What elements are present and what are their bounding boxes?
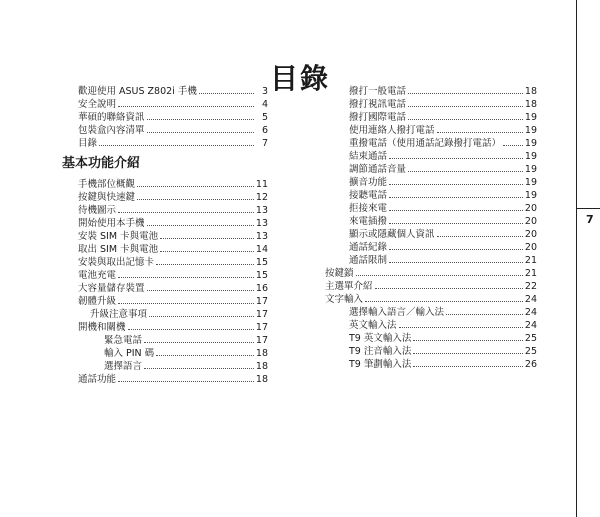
toc-entry-label: 撥打視訊電話 bbox=[349, 99, 407, 110]
toc-entry[interactable] bbox=[78, 204, 268, 217]
toc-entry[interactable] bbox=[78, 217, 268, 230]
toc-entry[interactable] bbox=[325, 280, 537, 293]
toc-entry[interactable] bbox=[78, 124, 268, 137]
toc-entry[interactable] bbox=[78, 282, 268, 295]
toc-entry-label: 安裝 SIM 卡與電池 bbox=[78, 231, 159, 242]
toc-entry-label: 按鍵鎖 bbox=[325, 268, 354, 279]
toc-entry-page-number: 15 bbox=[255, 257, 268, 268]
toc-entry[interactable] bbox=[337, 202, 537, 215]
toc-entry-label: 通話功能 bbox=[78, 374, 117, 385]
toc-entry-label: 結束通話 bbox=[349, 151, 388, 162]
toc-entry[interactable] bbox=[78, 137, 268, 150]
dot-leader bbox=[413, 345, 523, 354]
dot-leader bbox=[118, 373, 254, 382]
dot-leader bbox=[413, 358, 523, 367]
toc-entry[interactable] bbox=[337, 98, 537, 111]
toc-entry-label: 包裝盒內容清單 bbox=[78, 125, 145, 136]
toc-entry[interactable] bbox=[78, 334, 268, 347]
toc-entry-label: 取出 SIM 卡與電池 bbox=[78, 244, 159, 255]
toc-entry-label: 拒接來電 bbox=[349, 203, 388, 214]
toc-entry-page-number: 13 bbox=[255, 231, 268, 242]
toc-entry-page-number: 13 bbox=[255, 218, 268, 229]
toc-entry-page-number: 11 bbox=[255, 179, 268, 190]
toc-entry[interactable] bbox=[78, 243, 268, 256]
toc-entry-page-number: 19 bbox=[524, 190, 537, 201]
toc-entry[interactable] bbox=[337, 124, 537, 137]
dot-leader bbox=[147, 124, 254, 133]
toc-entry-page-number: 4 bbox=[261, 99, 268, 110]
dot-leader bbox=[160, 243, 254, 252]
toc-entry-label: 文字輸入 bbox=[325, 294, 364, 305]
dot-leader bbox=[144, 360, 254, 369]
toc-entry[interactable] bbox=[337, 254, 537, 267]
toc-entry-page-number: 24 bbox=[524, 294, 537, 305]
toc-entry-page-number: 18 bbox=[255, 374, 268, 385]
dot-leader bbox=[375, 280, 523, 289]
dot-leader bbox=[389, 189, 523, 198]
dot-leader bbox=[408, 163, 523, 172]
toc-entry[interactable] bbox=[78, 85, 268, 98]
toc-entry-page-number: 21 bbox=[524, 255, 537, 266]
toc-entry-label: 按鍵與快速鍵 bbox=[78, 192, 136, 203]
dot-leader bbox=[144, 334, 254, 343]
toc-right-column bbox=[325, 85, 537, 371]
dot-leader bbox=[503, 137, 523, 146]
toc-entry-label: 選擇輸入語言／輸入法 bbox=[349, 307, 445, 318]
toc-entry[interactable] bbox=[337, 137, 537, 150]
toc-entry[interactable] bbox=[78, 111, 268, 124]
toc-entry-page-number: 17 bbox=[255, 296, 268, 307]
toc-entry-page-number: 19 bbox=[524, 177, 537, 188]
chapter-tab-line bbox=[576, 208, 600, 209]
dot-leader bbox=[437, 124, 523, 133]
dot-leader bbox=[365, 293, 523, 302]
toc-entry-label: 緊急電話 bbox=[104, 335, 143, 346]
dot-leader bbox=[118, 269, 254, 278]
toc-entry-label: T9 筆劃輸入法 bbox=[349, 359, 412, 370]
toc-entry-page-number: 19 bbox=[524, 138, 537, 149]
toc-entry[interactable] bbox=[78, 308, 268, 321]
toc-entry-label: 韌體升級 bbox=[78, 296, 117, 307]
toc-left-column bbox=[62, 85, 268, 386]
toc-entry-label: 歡迎使用 ASUS Z802i 手機 bbox=[78, 86, 197, 97]
toc-entry-page-number: 17 bbox=[255, 322, 268, 333]
toc-entry[interactable] bbox=[337, 111, 537, 124]
toc-entry-label: 擴音功能 bbox=[349, 177, 388, 188]
toc-entry[interactable] bbox=[78, 269, 268, 282]
toc-entry[interactable] bbox=[78, 347, 268, 360]
toc-entry-label: 輸入 PIN 碼 bbox=[104, 348, 155, 359]
dot-leader bbox=[156, 256, 254, 265]
dot-leader bbox=[389, 150, 523, 159]
toc-entry-label: 英文輸入法 bbox=[349, 320, 397, 331]
toc-entry-page-number: 19 bbox=[524, 125, 537, 136]
toc-entry[interactable] bbox=[78, 98, 268, 111]
toc-entry-page-number: 24 bbox=[524, 307, 537, 318]
toc-entry[interactable] bbox=[337, 241, 537, 254]
toc-entry-page-number: 5 bbox=[261, 112, 268, 123]
toc-entry-page-number: 3 bbox=[261, 86, 268, 97]
toc-entry-page-number: 20 bbox=[524, 203, 537, 214]
toc-entry-label: 電池充電 bbox=[78, 270, 117, 281]
toc-entry-label: 手機部位概觀 bbox=[78, 179, 136, 190]
toc-entry-page-number: 18 bbox=[524, 86, 537, 97]
toc-entry-page-number: 24 bbox=[524, 320, 537, 331]
dot-leader bbox=[408, 85, 523, 94]
dot-leader bbox=[389, 202, 523, 211]
toc-entry-page-number: 19 bbox=[524, 151, 537, 162]
dot-leader bbox=[99, 137, 254, 146]
toc-entry-label: 大容量儲存裝置 bbox=[78, 283, 145, 294]
dot-leader bbox=[118, 204, 254, 213]
toc-entry-page-number: 19 bbox=[524, 164, 537, 175]
toc-entry[interactable] bbox=[337, 306, 537, 319]
toc-entry-label: 開機和關機 bbox=[78, 322, 126, 333]
toc-entry[interactable] bbox=[337, 345, 537, 358]
dot-leader bbox=[147, 217, 254, 226]
toc-entry-label: T9 英文輸入法 bbox=[349, 333, 412, 344]
toc-entry-page-number: 20 bbox=[524, 229, 537, 240]
toc-entry-page-number: 14 bbox=[255, 244, 268, 255]
toc-entry-label: 撥打一般電話 bbox=[349, 86, 407, 97]
toc-entry-label: 目錄 bbox=[78, 138, 98, 149]
toc-entry-page-number: 17 bbox=[255, 309, 268, 320]
toc-entry-page-number: 16 bbox=[255, 283, 268, 294]
dot-leader bbox=[118, 295, 254, 304]
toc-entry-page-number: 13 bbox=[255, 205, 268, 216]
toc-entry[interactable] bbox=[78, 373, 268, 386]
toc-entry-label: 升級注意事項 bbox=[90, 309, 148, 320]
toc-entry[interactable] bbox=[78, 295, 268, 308]
dot-leader bbox=[389, 241, 523, 250]
toc-entry-label: 選擇語言 bbox=[104, 361, 143, 372]
toc-entry-page-number: 12 bbox=[255, 192, 268, 203]
toc-entry-label: 安全說明 bbox=[78, 99, 117, 110]
toc-entry[interactable] bbox=[337, 150, 537, 163]
toc-entry-label: 安裝與取出記憶卡 bbox=[78, 257, 155, 268]
toc-entry-label: 開始使用本手機 bbox=[78, 218, 145, 229]
dot-leader bbox=[408, 98, 523, 107]
dot-leader bbox=[389, 254, 523, 263]
toc-entry-page-number: 25 bbox=[524, 333, 537, 344]
toc-entry-label: 接聽電話 bbox=[349, 190, 388, 201]
toc-entry-label: 待機圖示 bbox=[78, 205, 117, 216]
toc-entry-page-number: 18 bbox=[255, 348, 268, 359]
dot-leader bbox=[147, 282, 254, 291]
toc-entry-label: 主選單介紹 bbox=[325, 281, 373, 292]
toc-entry-page-number: 18 bbox=[255, 361, 268, 372]
toc-entry-page-number: 17 bbox=[255, 335, 268, 346]
dot-leader bbox=[156, 347, 254, 356]
dot-leader bbox=[147, 111, 254, 120]
dot-leader bbox=[118, 98, 254, 107]
dot-leader bbox=[389, 176, 523, 185]
toc-entry[interactable] bbox=[337, 215, 537, 228]
toc-entry-label: 通話紀錄 bbox=[349, 242, 388, 253]
dot-leader bbox=[199, 85, 254, 94]
toc-entry-label: 華碩的聯絡資訊 bbox=[78, 112, 145, 123]
toc-entry-label: 顯示或隱藏個人資訊 bbox=[349, 229, 435, 240]
toc-entry[interactable] bbox=[337, 358, 537, 371]
section-heading: 基本功能介紹 bbox=[62, 156, 141, 171]
toc-entry-page-number: 20 bbox=[524, 242, 537, 253]
toc-entry[interactable] bbox=[337, 332, 537, 345]
toc-entry[interactable] bbox=[337, 189, 537, 202]
toc-entry-label: 通話限制 bbox=[349, 255, 388, 266]
dot-leader bbox=[437, 228, 523, 237]
toc-entry[interactable] bbox=[337, 85, 537, 98]
dot-leader bbox=[137, 191, 254, 200]
toc-entry[interactable] bbox=[78, 360, 268, 373]
toc-entry-label: T9 注音輸入法 bbox=[349, 346, 412, 357]
toc-entry[interactable] bbox=[78, 256, 268, 269]
dot-leader bbox=[149, 308, 254, 317]
toc-entry-label: 來電插撥 bbox=[349, 216, 388, 227]
toc-entry-page-number: 18 bbox=[524, 99, 537, 110]
toc-entry[interactable] bbox=[78, 191, 268, 204]
toc-entry[interactable] bbox=[337, 319, 537, 332]
toc-entry[interactable] bbox=[325, 293, 537, 306]
toc-entry[interactable] bbox=[78, 321, 268, 334]
toc-entry-page-number: 6 bbox=[261, 125, 268, 136]
toc-entry[interactable] bbox=[337, 228, 537, 241]
toc-entry[interactable] bbox=[337, 176, 537, 189]
dot-leader bbox=[389, 215, 523, 224]
page-title: 目錄 bbox=[269, 61, 330, 95]
toc-entry-page-number: 26 bbox=[524, 359, 537, 370]
toc-entry[interactable] bbox=[78, 230, 268, 243]
toc-entry-page-number: 22 bbox=[524, 281, 537, 292]
toc-entry-page-number: 20 bbox=[524, 216, 537, 227]
toc-entry-label: 撥打國際電話 bbox=[349, 112, 407, 123]
dot-leader bbox=[137, 178, 254, 187]
toc-entry-page-number: 25 bbox=[524, 346, 537, 357]
dot-leader bbox=[408, 111, 523, 120]
dot-leader bbox=[160, 230, 254, 239]
toc-entry-page-number: 7 bbox=[261, 138, 268, 149]
toc-entry[interactable] bbox=[78, 178, 268, 191]
toc-entry-page-number: 21 bbox=[524, 268, 537, 279]
toc-entry-label: 重撥電話（使用通話記錄撥打電話） bbox=[349, 138, 502, 149]
dot-leader bbox=[413, 332, 523, 341]
page-number-tab: 7 bbox=[586, 213, 594, 226]
toc-entry[interactable] bbox=[325, 267, 537, 280]
toc-entry-label: 調節通話音量 bbox=[349, 164, 407, 175]
dot-leader bbox=[446, 306, 523, 315]
toc-entry[interactable] bbox=[337, 163, 537, 176]
dot-leader bbox=[356, 267, 523, 276]
dot-leader bbox=[399, 319, 523, 328]
toc-entry-label: 使用連絡人撥打電話 bbox=[349, 125, 435, 136]
toc-entry-page-number: 15 bbox=[255, 270, 268, 281]
dot-leader bbox=[128, 321, 254, 330]
toc-entry-page-number: 19 bbox=[524, 112, 537, 123]
